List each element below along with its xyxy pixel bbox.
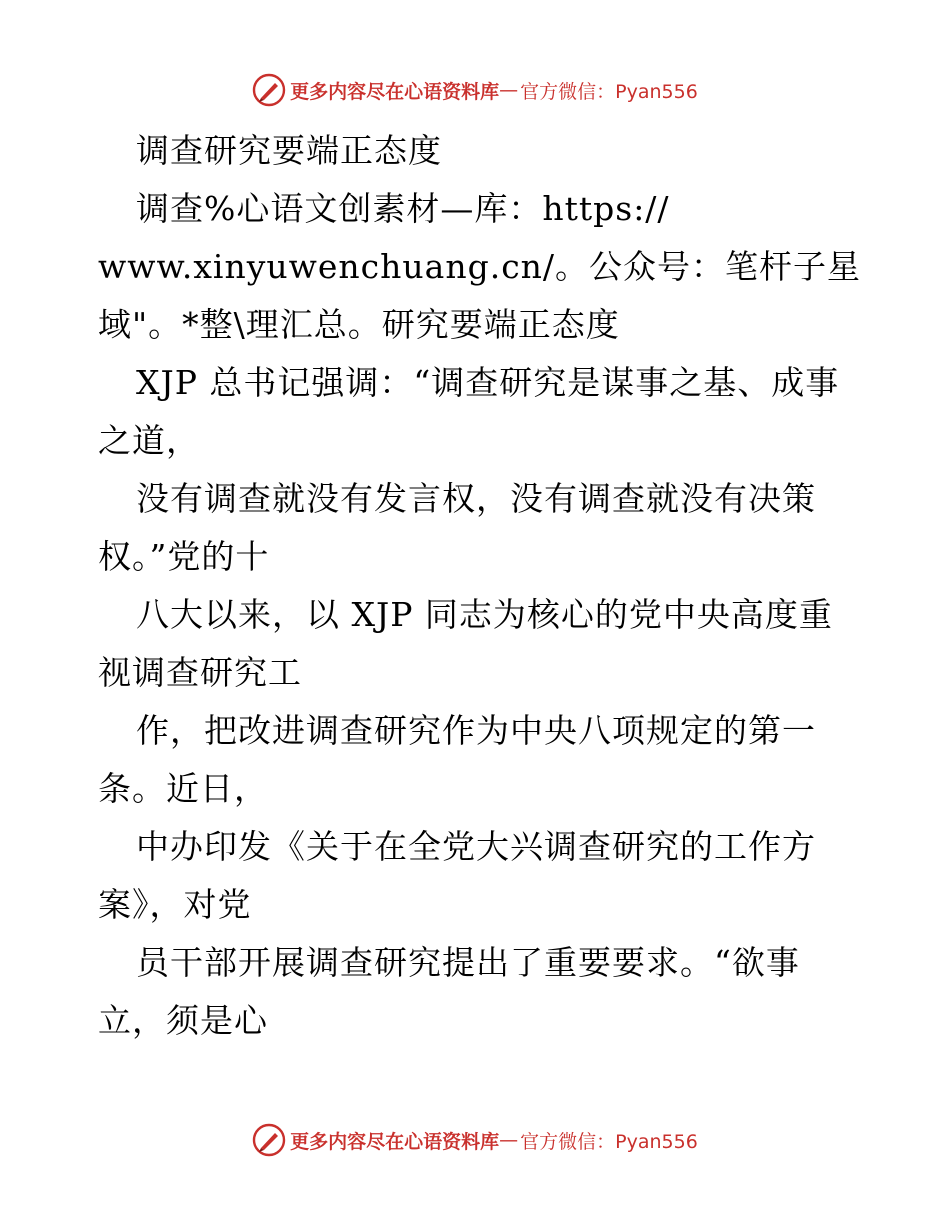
- pen-logo-icon: [252, 1123, 286, 1157]
- doc-line: 作，把改进调查研究作为中央八项规定的第一: [136, 711, 816, 750]
- document-body: [98, 122, 862, 1050]
- footer-banner: [0, 1120, 950, 1160]
- footer-site-name: 更多内容尽在心语资料库: [290, 1130, 500, 1153]
- doc-line: www.xinyuwenchuang.cn/。公众号：笔杆子星: [98, 247, 862, 286]
- footer-separator: —: [499, 1129, 519, 1151]
- doc-line: XJP 总书记强调：“调查研究是谋事之基、成事: [136, 363, 840, 402]
- doc-line: 八大以来，以 XJP 同志为核心的党中央高度重: [136, 595, 833, 634]
- doc-line: 域"。*整\理汇总。研究要端正态度: [98, 305, 620, 344]
- pen-logo-icon: [252, 73, 286, 107]
- doc-line: 权。”党的十: [98, 537, 270, 576]
- doc-line: 员干部开展调查研究提出了重要要求。“欲事: [136, 943, 800, 982]
- header-site-name: 更多内容尽在心语资料库: [290, 80, 500, 103]
- header-banner: [0, 70, 950, 110]
- doc-line: 条。近日，: [98, 769, 268, 808]
- doc-line: 调查%心语文创素材—库：https://: [136, 189, 670, 228]
- doc-line: 立，须是心: [98, 1001, 268, 1040]
- footer-wechat: 官方微信：Pyan556: [520, 1130, 698, 1153]
- doc-title: 调查研究要端正态度: [136, 131, 442, 170]
- doc-line: 没有调查就没有发言权，没有调查就没有决策: [136, 479, 816, 518]
- header-wechat: 官方微信：Pyan556: [520, 80, 698, 103]
- doc-line: 视调查研究工: [98, 653, 302, 692]
- doc-line: 中办印发《关于在全党大兴调查研究的工作方: [136, 827, 816, 866]
- header-separator: —: [499, 79, 519, 101]
- doc-line: 案》，对党: [98, 885, 252, 924]
- doc-line: 之道，: [98, 421, 200, 460]
